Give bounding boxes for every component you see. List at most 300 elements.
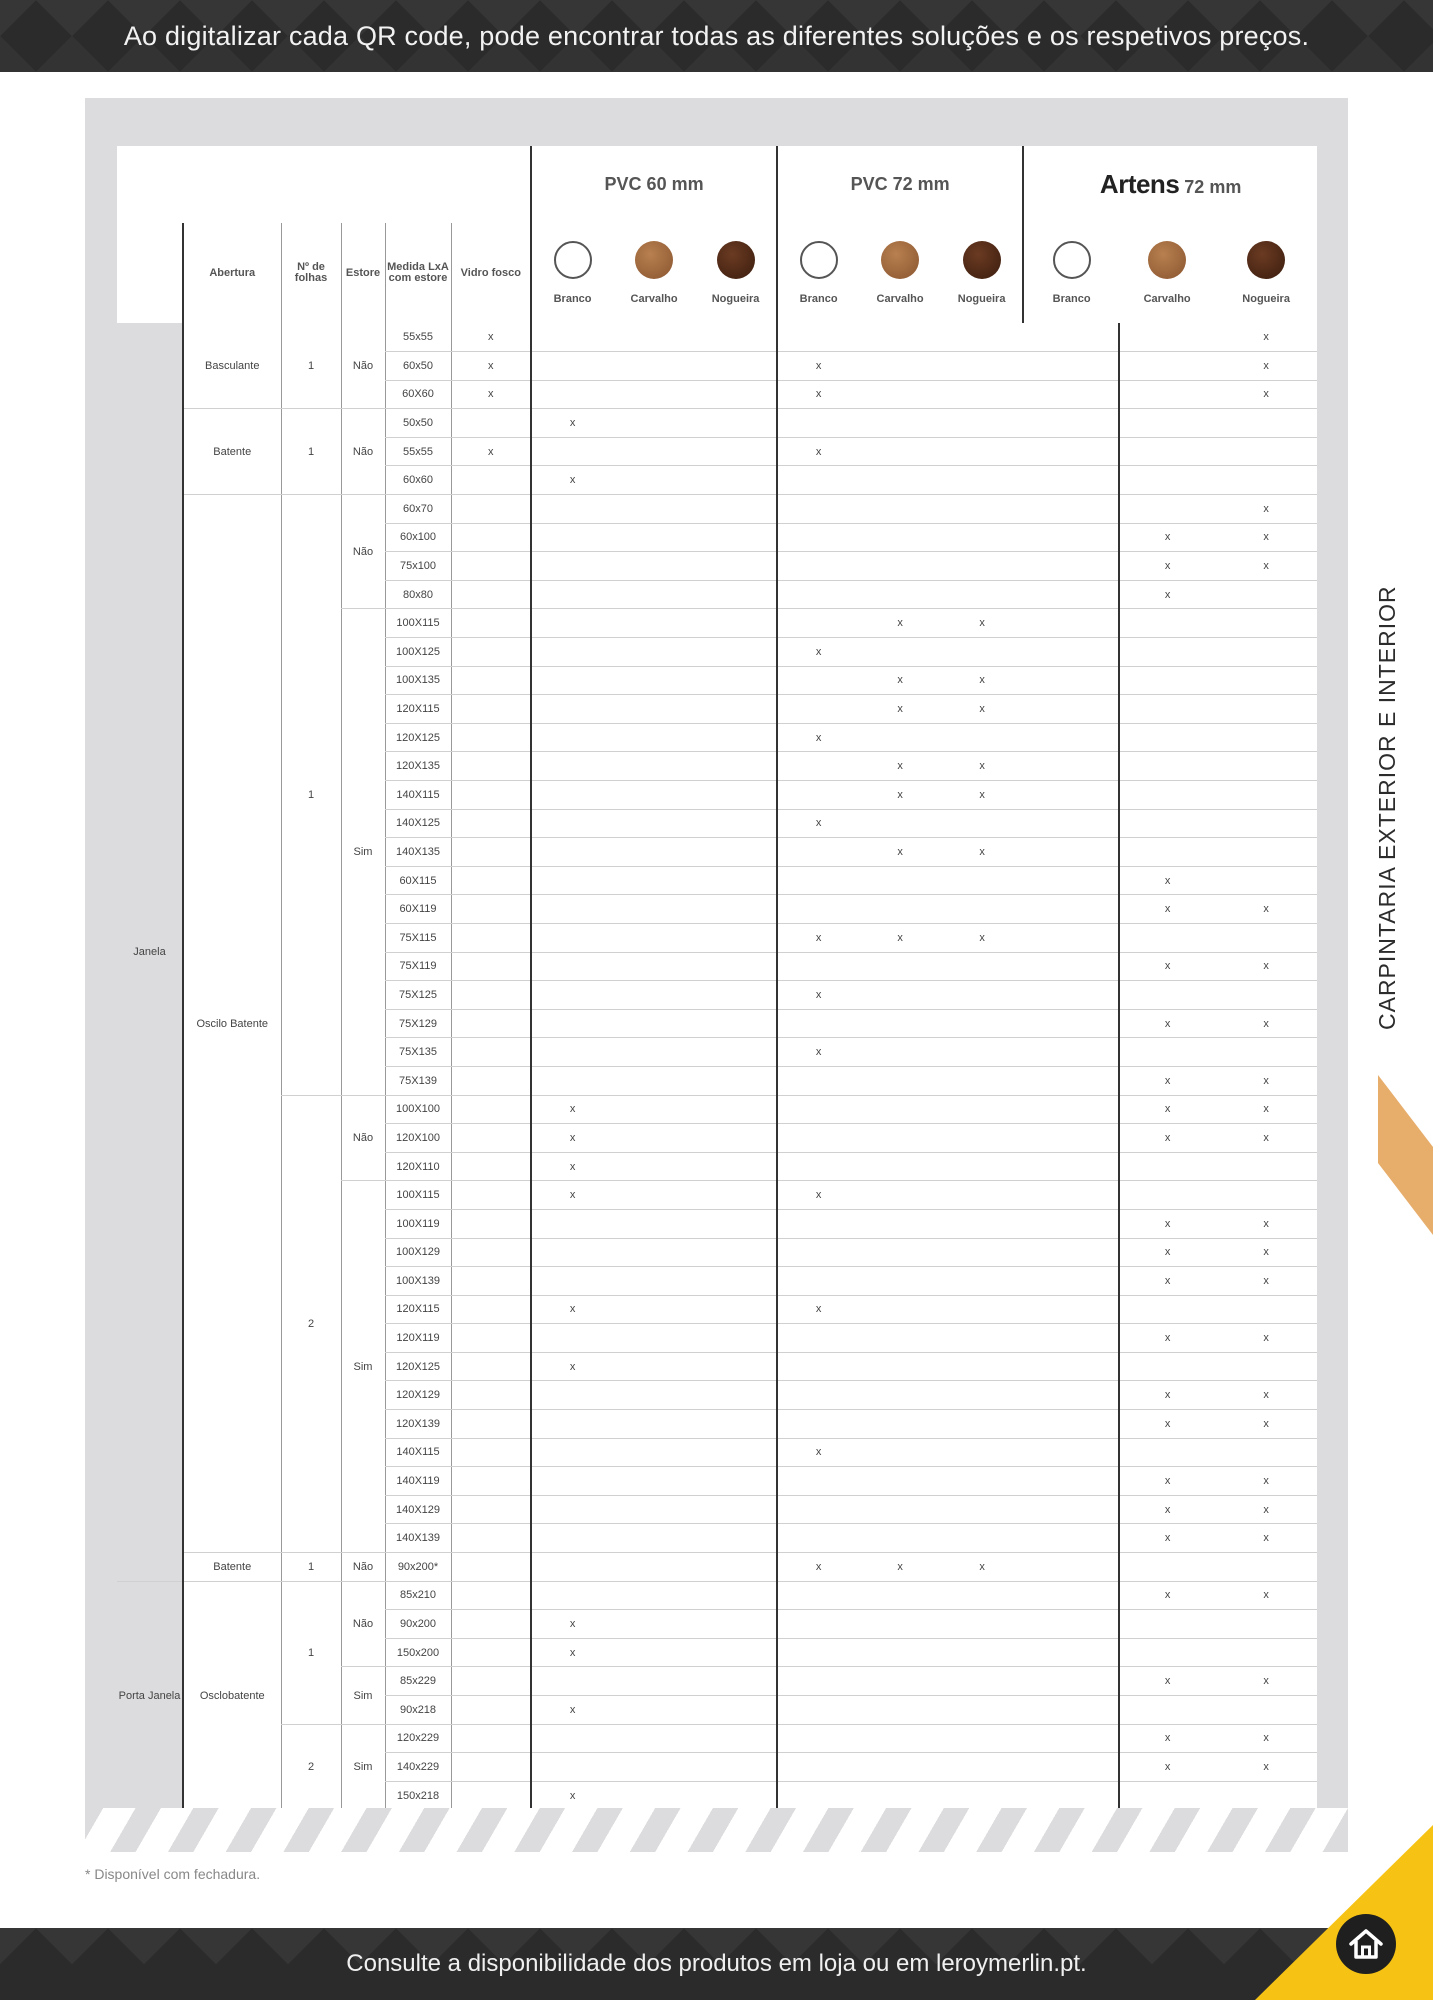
availability-cell: x [859,666,941,695]
availability-cell [859,1753,941,1782]
availability-cell [941,1467,1023,1496]
availability-cell [1119,1152,1215,1181]
category-cell: Janela [117,323,183,1581]
availability-cell: x [1119,866,1215,895]
availability-cell [1215,1352,1317,1381]
nogueira-swatch-icon [1247,241,1285,279]
availability-cell: x [1119,1324,1215,1353]
medida-cell: 60x70 [385,495,451,524]
availability-cell [695,666,777,695]
availability-cell [859,523,941,552]
availability-cell [613,466,695,495]
availability-cell [695,1410,777,1439]
availability-cell [613,838,695,867]
medida-cell: 140X115 [385,1438,451,1467]
availability-cell: x [777,1438,859,1467]
availability-cell: x [1215,1209,1317,1238]
availability-cell [941,1410,1023,1439]
availability-cell: x [1215,352,1317,381]
availability-cell [859,1238,941,1267]
color-label: Nogueira [711,293,760,305]
branco-swatch-icon [800,241,838,279]
medida-cell: 60X60 [385,380,451,409]
medida-cell: 140X129 [385,1495,451,1524]
medida-cell: 120X125 [385,723,451,752]
availability-cell [695,1238,777,1267]
availability-cell [695,1753,777,1782]
medida-cell: 90x200 [385,1610,451,1639]
availability-cell [941,352,1023,381]
availability-cell [613,552,695,581]
availability-cell [451,1467,531,1496]
estore-cell: Não [341,1553,385,1582]
availability-cell [451,1066,531,1095]
availability-cell [451,866,531,895]
availability-cell: x [777,723,859,752]
medida-cell: 85x210 [385,1581,451,1610]
availability-cell: x [1215,1267,1317,1296]
estore-cell: Não [341,1095,385,1181]
medida-cell: 100X115 [385,1181,451,1210]
availability-cell [1023,723,1119,752]
availability-cell [451,466,531,495]
availability-cell: x [859,609,941,638]
availability-cell [695,695,777,724]
availability-cell [1023,638,1119,667]
availability-cell [941,1753,1023,1782]
availability-cell [613,380,695,409]
availability-cell [777,1781,859,1810]
availability-cell [859,1724,941,1753]
home-icon [1346,1924,1386,1964]
availability-cell: x [1119,1667,1215,1696]
availability-cell [859,1324,941,1353]
availability-cell [1215,838,1317,867]
availability-cell [1119,1610,1215,1639]
medida-cell: 150x200 [385,1638,451,1667]
medida-cell: 140X125 [385,809,451,838]
availability-cell [613,1152,695,1181]
availability-cell: x [531,1095,613,1124]
availability-cell [1119,1638,1215,1667]
medida-cell: 90x200* [385,1553,451,1582]
availability-cell [777,1095,859,1124]
availability-cell [695,1295,777,1324]
availability-cell [941,1438,1023,1467]
availability-cell [1023,895,1119,924]
availability-cell [859,1124,941,1153]
availability-cell: x [777,1038,859,1067]
availability-cell [941,1009,1023,1038]
availability-cell [531,580,613,609]
availability-cell [1119,981,1215,1010]
availability-cell [777,952,859,981]
availability-cell [613,981,695,1010]
availability-cell: x [1119,1724,1215,1753]
availability-cell [941,1152,1023,1181]
availability-cell [941,523,1023,552]
availability-cell [695,380,777,409]
folhas-cell: 1 [281,409,341,495]
availability-cell [531,1238,613,1267]
medida-cell: 150x218 [385,1781,451,1810]
availability-cell [1023,866,1119,895]
availability-cell [859,352,941,381]
availability-cell [1215,437,1317,466]
availability-cell [531,638,613,667]
availability-cell [1215,1152,1317,1181]
availability-cell [613,952,695,981]
availability-cell: x [531,466,613,495]
availability-cell [1119,409,1215,438]
availability-cell [859,1038,941,1067]
availability-cell: x [941,923,1023,952]
availability-cell: x [531,1638,613,1667]
availability-cell [1023,923,1119,952]
availability-cell [1119,1553,1215,1582]
header-blank [117,146,531,223]
availability-cell [451,1638,531,1667]
availability-cell [451,1009,531,1038]
header-folhas: Nº de folhas [281,223,341,323]
availability-cell [1023,1038,1119,1067]
availability-cell [531,523,613,552]
availability-cell: x [451,437,531,466]
availability-cell [777,609,859,638]
availability-cell: x [531,1295,613,1324]
availability-cell [941,866,1023,895]
availability-cell [1119,1295,1215,1324]
availability-cell [777,895,859,924]
availability-cell [695,1467,777,1496]
availability-cell [1215,695,1317,724]
folhas-cell: 1 [281,323,341,409]
folhas-cell: 2 [281,1724,341,1810]
availability-cell [613,1724,695,1753]
availability-cell [1023,437,1119,466]
medida-cell: 100X139 [385,1267,451,1296]
availability-cell [613,437,695,466]
availability-cell [1215,1181,1317,1210]
availability-cell [531,1381,613,1410]
availability-cell: x [777,981,859,1010]
top-banner [0,0,1433,72]
medida-cell: 90x218 [385,1696,451,1725]
medida-cell: 75X125 [385,981,451,1010]
bottom-banner-text: Consulte a disponibilidade dos produtos em loja ou em leroymerlin.pt. [346,1950,1087,1977]
availability-cell: x [859,838,941,867]
availability-cell: x [1119,1124,1215,1153]
availability-cell [1023,1781,1119,1810]
availability-cell [1119,923,1215,952]
availability-cell [613,1638,695,1667]
folhas-cell: 1 [281,1581,341,1724]
availability-cell [613,1610,695,1639]
availability-cell [777,323,859,352]
availability-cell [613,523,695,552]
availability-cell [1023,352,1119,381]
availability-cell [613,1352,695,1381]
availability-cell [1119,723,1215,752]
availability-cell [451,409,531,438]
availability-cell [451,809,531,838]
availability-cell [695,1009,777,1038]
availability-cell [941,723,1023,752]
estore-cell: Não [341,495,385,609]
availability-cell: x [1119,1095,1215,1124]
availability-cell [941,1638,1023,1667]
availability-cell: x [531,1610,613,1639]
availability-cell [777,1381,859,1410]
availability-cell: x [941,838,1023,867]
availability-cell [695,437,777,466]
availability-cell [1023,1581,1119,1610]
availability-cell [695,552,777,581]
availability-cell [1119,466,1215,495]
availability-cell [451,1352,531,1381]
availability-cell [695,409,777,438]
medida-cell: 75X115 [385,923,451,952]
availability-cell: x [1119,1467,1215,1496]
availability-cell [941,1295,1023,1324]
availability-cell [859,409,941,438]
availability-cell [941,1381,1023,1410]
availability-cell: x [941,666,1023,695]
availability-cell [777,523,859,552]
availability-cell [1215,1638,1317,1667]
availability-cell [531,1524,613,1553]
header-vidro: Vidro fosco [451,223,531,323]
availability-cell [613,1495,695,1524]
availability-cell [613,895,695,924]
availability-cell [451,981,531,1010]
availability-cell [1215,866,1317,895]
medida-cell: 120X129 [385,1381,451,1410]
availability-cell [1023,981,1119,1010]
availability-cell [859,1209,941,1238]
availability-cell: x [1215,1238,1317,1267]
availability-cell [1215,466,1317,495]
availability-cell: x [1119,1495,1215,1524]
availability-cell [1023,1181,1119,1210]
availability-cell [859,952,941,981]
availability-cell [941,638,1023,667]
availability-cell [777,495,859,524]
availability-cell [941,495,1023,524]
availability-cell: x [1119,580,1215,609]
availability-cell: x [1215,1495,1317,1524]
availability-cell [613,352,695,381]
medida-cell: 60x60 [385,466,451,495]
availability-cell [451,895,531,924]
medida-cell: 80x80 [385,580,451,609]
folhas-cell: 2 [281,1095,341,1553]
side-tab-decoration [1378,1075,1433,1235]
availability-cell [1023,1095,1119,1124]
availability-cell [695,495,777,524]
availability-cell [1023,323,1119,352]
availability-cell [859,1095,941,1124]
availability-cell [777,1009,859,1038]
availability-cell [531,981,613,1010]
availability-cell: x [859,695,941,724]
availability-cell [531,923,613,952]
availability-cell [1215,981,1317,1010]
medida-cell: 100X125 [385,638,451,667]
medida-cell: 100X100 [385,1095,451,1124]
availability-cell: x [451,380,531,409]
group-artens [1023,146,1317,223]
artens-size: 72 mm [1184,177,1242,197]
availability-cell [777,1610,859,1639]
availability-cell [1215,1295,1317,1324]
availability-cell [859,580,941,609]
availability-cell [451,1581,531,1610]
availability-cell [941,1524,1023,1553]
availability-cell [531,838,613,867]
availability-cell [941,380,1023,409]
branco-swatch-icon [1053,241,1091,279]
availability-cell [941,1352,1023,1381]
availability-cell [531,866,613,895]
availability-cell [777,1467,859,1496]
availability-cell [777,466,859,495]
availability-cell [613,1238,695,1267]
availability-cell [695,752,777,781]
availability-cell [1023,1238,1119,1267]
availability-cell [613,723,695,752]
medida-cell: 100X115 [385,609,451,638]
availability-cell: x [531,1181,613,1210]
stripe-decoration [85,1808,1348,1852]
availability-cell: x [1215,1524,1317,1553]
availability-cell: x [777,1553,859,1582]
header-estore: Estore [341,223,385,323]
availability-cell: x [1215,523,1317,552]
availability-cell [777,1753,859,1782]
availability-cell: x [1119,895,1215,924]
color-label: Nogueira [1242,293,1290,305]
availability-cell [941,437,1023,466]
availability-cell [531,1438,613,1467]
availability-cell [695,1209,777,1238]
availability-cell [1023,552,1119,581]
availability-cell [613,1438,695,1467]
medida-cell: 120X100 [385,1124,451,1153]
availability-cell [695,580,777,609]
availability-cell [613,1038,695,1067]
availability-cell: x [1215,1724,1317,1753]
medida-cell: 120X115 [385,695,451,724]
availability-cell [695,809,777,838]
availability-cell [531,895,613,924]
folhas-cell: 1 [281,495,341,1095]
availability-cell [1023,1124,1119,1153]
availability-cell [613,495,695,524]
availability-cell [1023,1467,1119,1496]
availability-cell [859,895,941,924]
availability-cell [613,866,695,895]
availability-cell [695,1724,777,1753]
availability-cell [1023,1495,1119,1524]
medida-cell: 120X110 [385,1152,451,1181]
availability-cell: x [777,352,859,381]
medida-cell: 140x229 [385,1753,451,1782]
medida-cell: 120X135 [385,752,451,781]
availability-cell [613,580,695,609]
availability-cell [859,638,941,667]
availability-cell [531,1553,613,1582]
availability-cell [451,1724,531,1753]
availability-cell [859,1267,941,1296]
availability-cell [695,723,777,752]
table-row [117,495,1317,524]
availability-cell [695,1352,777,1381]
availability-cell [941,1724,1023,1753]
availability-cell: x [1119,1066,1215,1095]
estore-cell: Sim [341,609,385,1095]
estore-cell: Não [341,409,385,495]
medida-cell: 100X129 [385,1238,451,1267]
home-button[interactable] [1336,1914,1396,1974]
availability-cell [531,666,613,695]
availability-cell [859,1467,941,1496]
medida-cell: 120X115 [385,1295,451,1324]
availability-cell [451,723,531,752]
availability-cell: x [1215,1324,1317,1353]
availability-cell [451,666,531,695]
availability-cell [777,1524,859,1553]
availability-cell [1023,1009,1119,1038]
availability-cell [1023,1610,1119,1639]
availability-cell [941,1581,1023,1610]
availability-cell: x [1215,1581,1317,1610]
availability-cell [1023,666,1119,695]
availability-cell [451,1295,531,1324]
availability-cell [695,1495,777,1524]
availability-cell: x [1215,1009,1317,1038]
color-label: Branco [1052,293,1091,305]
availability-cell [859,1181,941,1210]
availability-cell [1215,580,1317,609]
availability-cell [777,580,859,609]
availability-cell [1215,666,1317,695]
availability-cell [1023,1267,1119,1296]
availability-cell [695,1581,777,1610]
availability-cell [695,1381,777,1410]
availability-cell [613,1181,695,1210]
availability-cell [531,495,613,524]
availability-cell [1215,609,1317,638]
availability-cell [613,1095,695,1124]
abertura-cell: Oscilo Batente [183,495,281,1553]
availability-cell [695,1781,777,1810]
availability-cell [777,1696,859,1725]
availability-cell [613,1581,695,1610]
color-label: Nogueira [957,293,1006,305]
availability-cell [1119,609,1215,638]
availability-cell [451,695,531,724]
availability-cell [695,523,777,552]
availability-cell: x [941,609,1023,638]
availability-cell [859,1581,941,1610]
availability-cell [1215,1696,1317,1725]
availability-cell [695,781,777,810]
availability-cell [1215,723,1317,752]
availability-cell: x [451,323,531,352]
availability-cell [859,866,941,895]
availability-cell [613,323,695,352]
